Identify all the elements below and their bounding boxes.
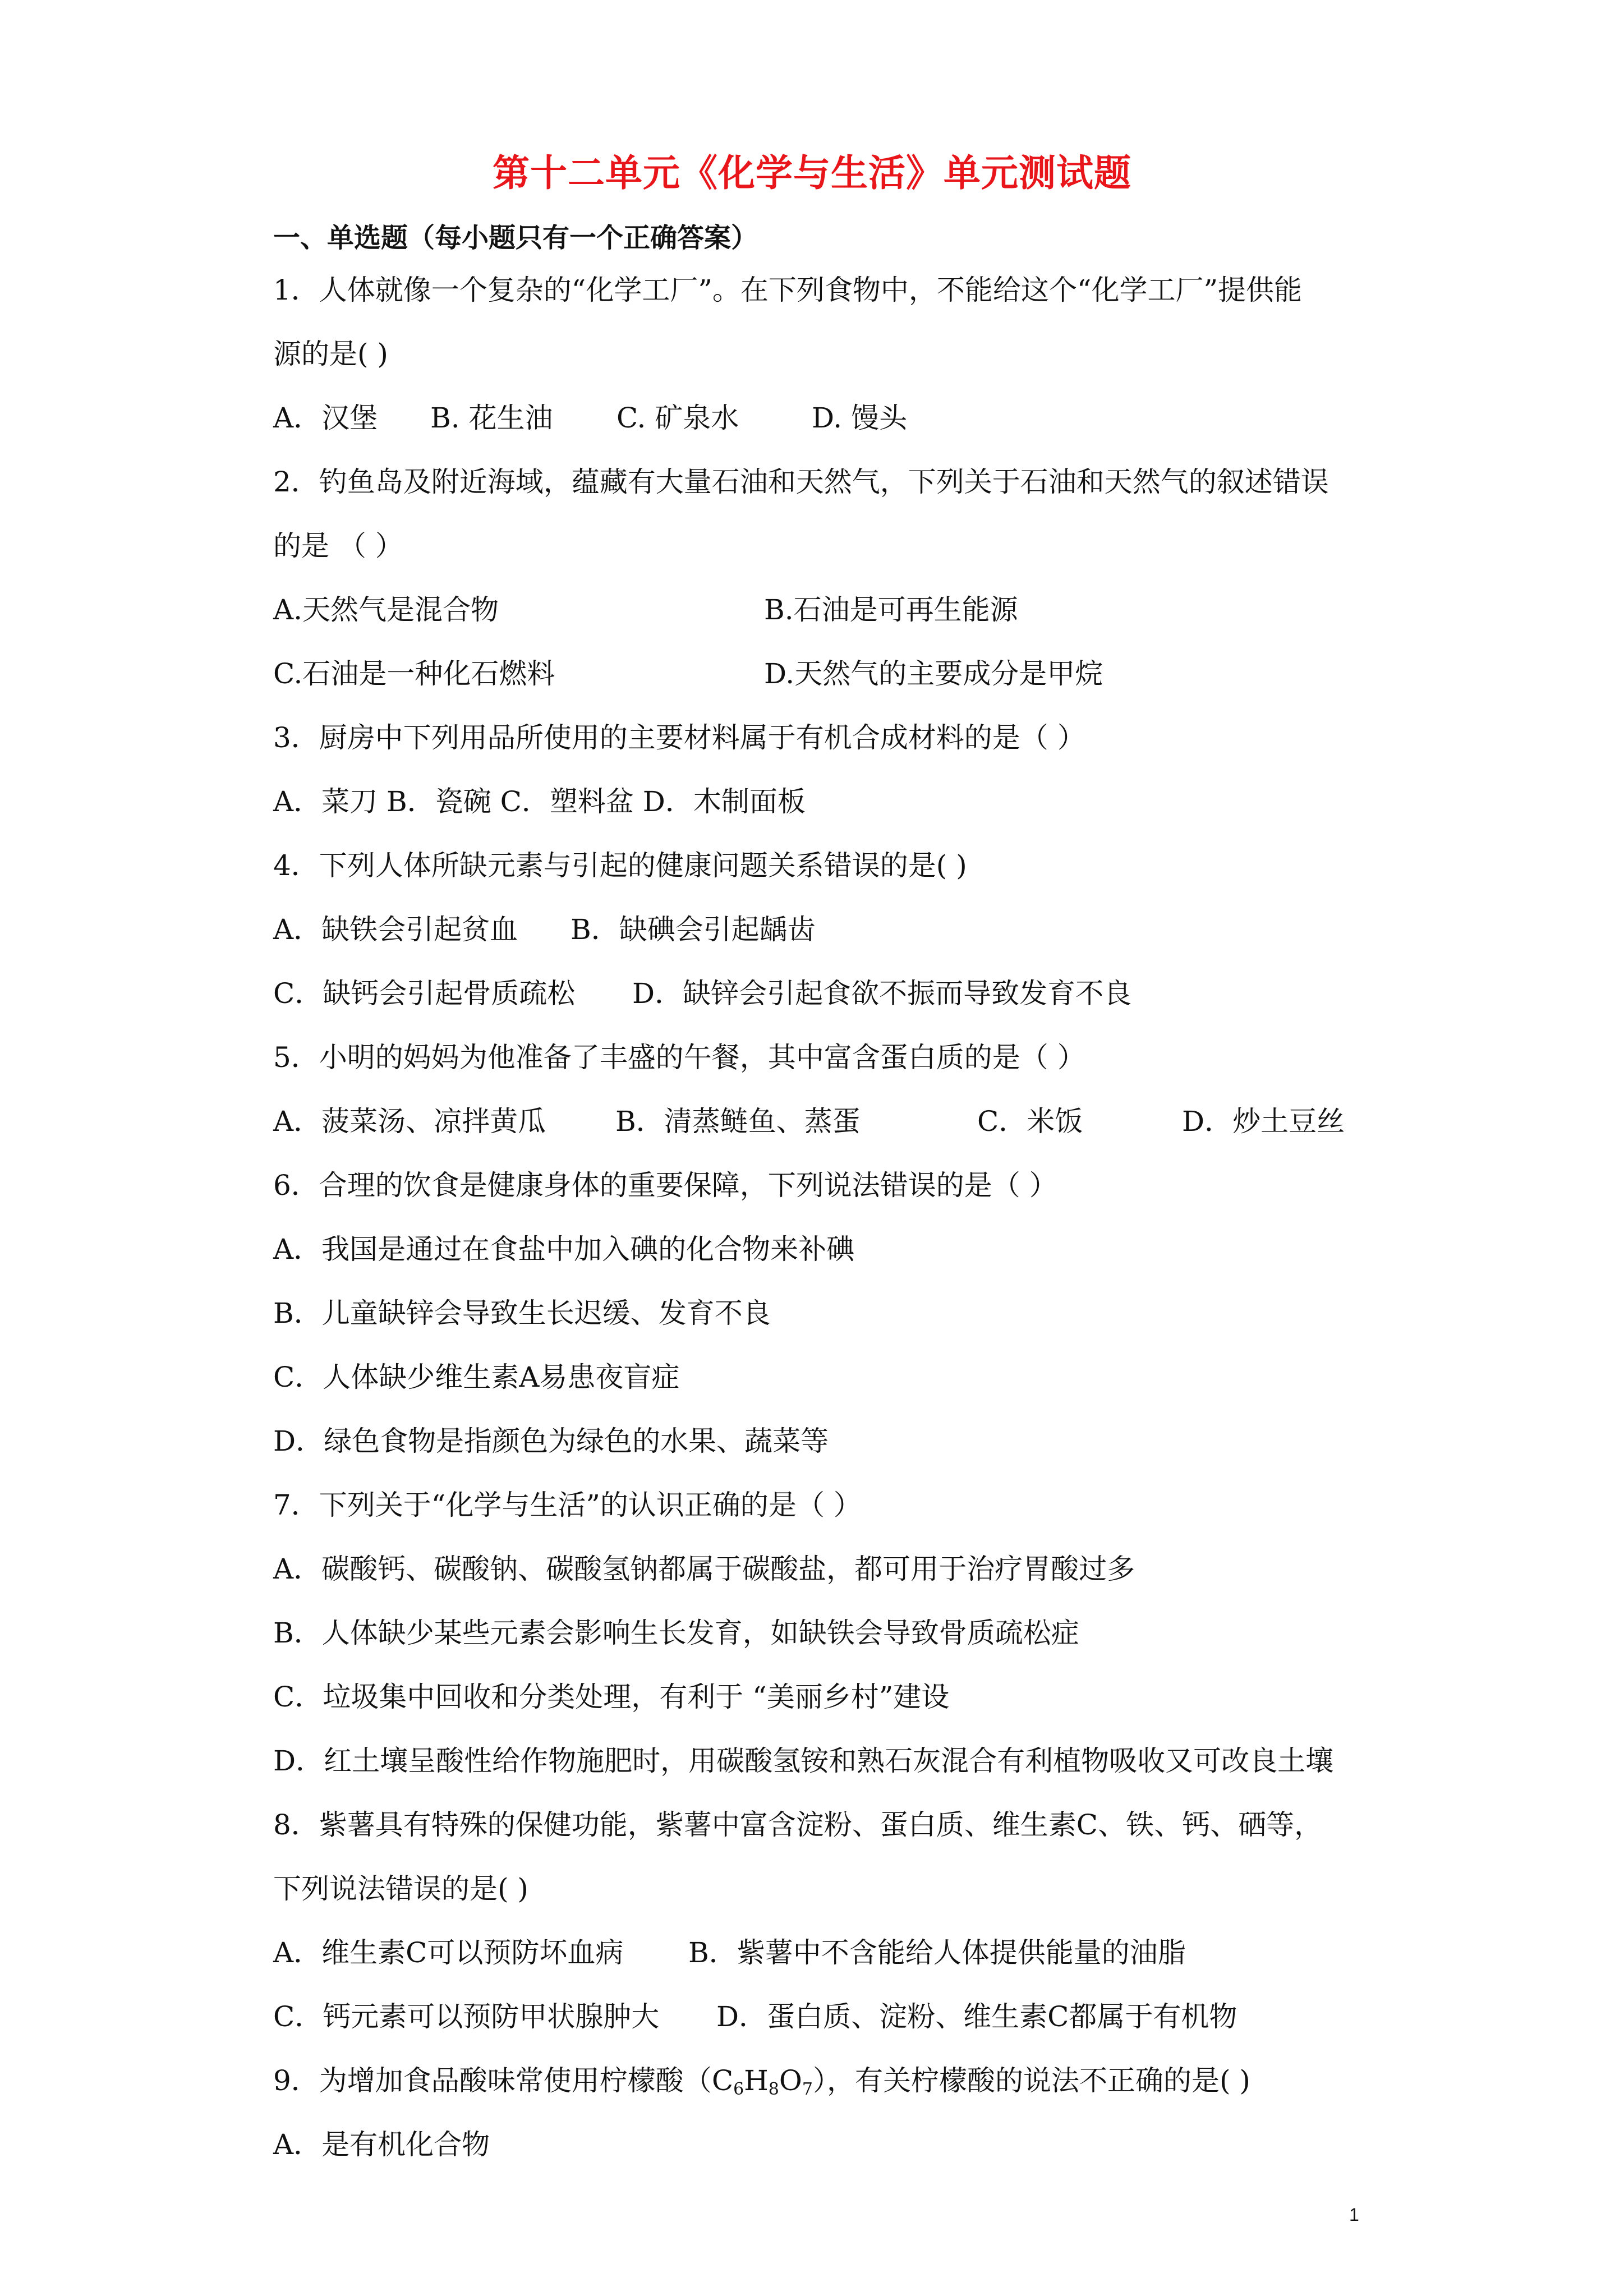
option-b: B．清蒸鲢鱼、蒸蛋	[615, 1105, 861, 1138]
option-d: D．红土壤呈酸性给作物施肥时，用碳酸氢铵和熟石灰混合有利植物吸收又可改良土壤	[273, 1745, 1334, 1777]
option-row	[273, 1665, 1373, 1729]
option-row	[273, 1281, 1373, 1345]
option-c: C．米饭	[977, 1105, 1083, 1138]
question-stem: 6．合理的饮食是健康身体的重要保障，下列说法错误的是（ ）	[273, 1169, 1057, 1202]
option-a: A．汉堡	[273, 402, 378, 434]
document-title: 第十二单元《化学与生活》单元测试题	[493, 151, 1131, 195]
option-b: B．儿童缺锌会导致生长迟缓、发育不良	[273, 1297, 771, 1329]
question-list	[273, 258, 1373, 2177]
option-row	[273, 1217, 1373, 1281]
options-line: A．菜刀 B．瓷碗 C．塑料盆 D．木制面板	[273, 785, 806, 818]
option-c: C．人体缺少维生素A易患夜盲症	[273, 1361, 680, 1393]
question-3	[273, 706, 1373, 834]
question-6	[273, 1153, 1373, 1473]
option-a: A．菠菜汤、凉拌黄瓜	[273, 1105, 546, 1138]
question-2	[273, 450, 1373, 706]
option-a: A.天然气是混合物	[273, 593, 499, 626]
question-7	[273, 1473, 1373, 1793]
section-heading: 一、单选题（每小题只有一个正确答案）	[273, 222, 758, 254]
option-row	[273, 1345, 1373, 1409]
option-b: B.石油是可再生能源	[764, 593, 1018, 626]
options-row	[273, 898, 1373, 961]
question-stem: 3．厨房中下列用品所使用的主要材料属于有机合成材料的是（ ）	[273, 721, 1085, 754]
option-row	[273, 1409, 1373, 1473]
question-8	[273, 1793, 1373, 2049]
question-stem: 5．小明的妈妈为他准备了丰盛的午餐，其中富含蛋白质的是（ ）	[273, 1041, 1085, 1074]
question-stem: 1．人体就像一个复杂的“化学工厂”。在下列食物中，不能给这个“化学工厂”提供能	[273, 274, 1303, 306]
option-row	[273, 1729, 1373, 1793]
stem-text: ），有关柠檬酸的说法不正确的是( )	[812, 2064, 1250, 2097]
option-a: A．是有机化合物	[273, 2128, 490, 2161]
option-row	[273, 1537, 1373, 1601]
option-row	[273, 2113, 1373, 2177]
question-stem: 源的是( )	[273, 338, 388, 370]
options-row	[273, 961, 1373, 1025]
option-d: D. 馒头	[812, 402, 908, 434]
option-d: D．炒土豆丝	[1182, 1105, 1345, 1138]
options-row	[273, 578, 1373, 642]
option-a: A．碳酸钙、碳酸钠、碳酸氢钠都属于碳酸盐，都可用于治疗胃酸过多	[273, 1553, 1135, 1585]
options-row	[273, 1985, 1373, 2049]
option-a: A．缺铁会引起贫血	[273, 913, 518, 946]
option-d: D.天然气的主要成分是甲烷	[764, 657, 1103, 690]
question-stem: 下列说法错误的是( )	[273, 1872, 528, 1905]
stem-text: 9．为增加食品酸味常使用柠檬酸（	[273, 2064, 712, 2097]
page-number: 1	[1349, 2205, 1359, 2225]
option-d: D．缺锌会引起食欲不振而导致发育不良	[632, 977, 1132, 1010]
option-d: D．蛋白质、淀粉、维生素C都属于有机物	[716, 2000, 1237, 2033]
option-c: C.石油是一种化石燃料	[273, 657, 555, 690]
options-row	[273, 1089, 1373, 1153]
formula: $C_6H_8O_7$	[711, 2064, 813, 2099]
question-9	[273, 2049, 1373, 2177]
question-stem: 4．下列人体所缺元素与引起的健康问题关系错误的是( )	[273, 849, 967, 882]
options-row	[273, 770, 1373, 834]
options-row	[273, 386, 1373, 450]
option-c: C．钙元素可以预防甲状腺肿大	[273, 2000, 660, 2033]
option-c: C．缺钙会引起骨质疏松	[273, 977, 576, 1010]
options-row	[273, 1921, 1373, 1985]
question-1	[273, 258, 1373, 450]
option-a: A．我国是通过在食盐中加入碘的化合物来补碘	[273, 1233, 855, 1266]
option-b: B. 花生油	[430, 402, 553, 434]
option-a: A．维生素C可以预防坏血病	[273, 1936, 624, 1969]
question-stem: 2．钓鱼岛及附近海域，蕴藏有大量石油和天然气，下列关于石油和天然气的叙述错误	[273, 466, 1329, 498]
option-d: D．绿色食物是指颜色为绿色的水果、蔬菜等	[273, 1425, 829, 1457]
question-stem: 的是 （ ）	[273, 530, 403, 562]
options-row	[273, 642, 1373, 706]
option-c: C．垃圾集中回收和分类处理，有利于 “美丽乡村”建设	[273, 1681, 950, 1713]
question-stem	[273, 2049, 1373, 2113]
option-b: B．紫薯中不含能给人体提供能量的油脂	[688, 1936, 1186, 1969]
question-stem: 7．下列关于“化学与生活”的认识正确的是（ ）	[273, 1489, 862, 1521]
option-b: B．人体缺少某些元素会影响生长发育，如缺铁会导致骨质疏松症	[273, 1617, 1079, 1649]
option-c: C. 矿泉水	[617, 402, 739, 434]
question-5	[273, 1025, 1373, 1153]
option-b: B．缺碘会引起龋齿	[571, 913, 816, 946]
question-4	[273, 834, 1373, 1025]
option-row	[273, 1601, 1373, 1665]
question-stem: 8．紫薯具有特殊的保健功能，紫薯中富含淀粉、蛋白质、维生素C、铁、钙、硒等，	[273, 1809, 1323, 1841]
